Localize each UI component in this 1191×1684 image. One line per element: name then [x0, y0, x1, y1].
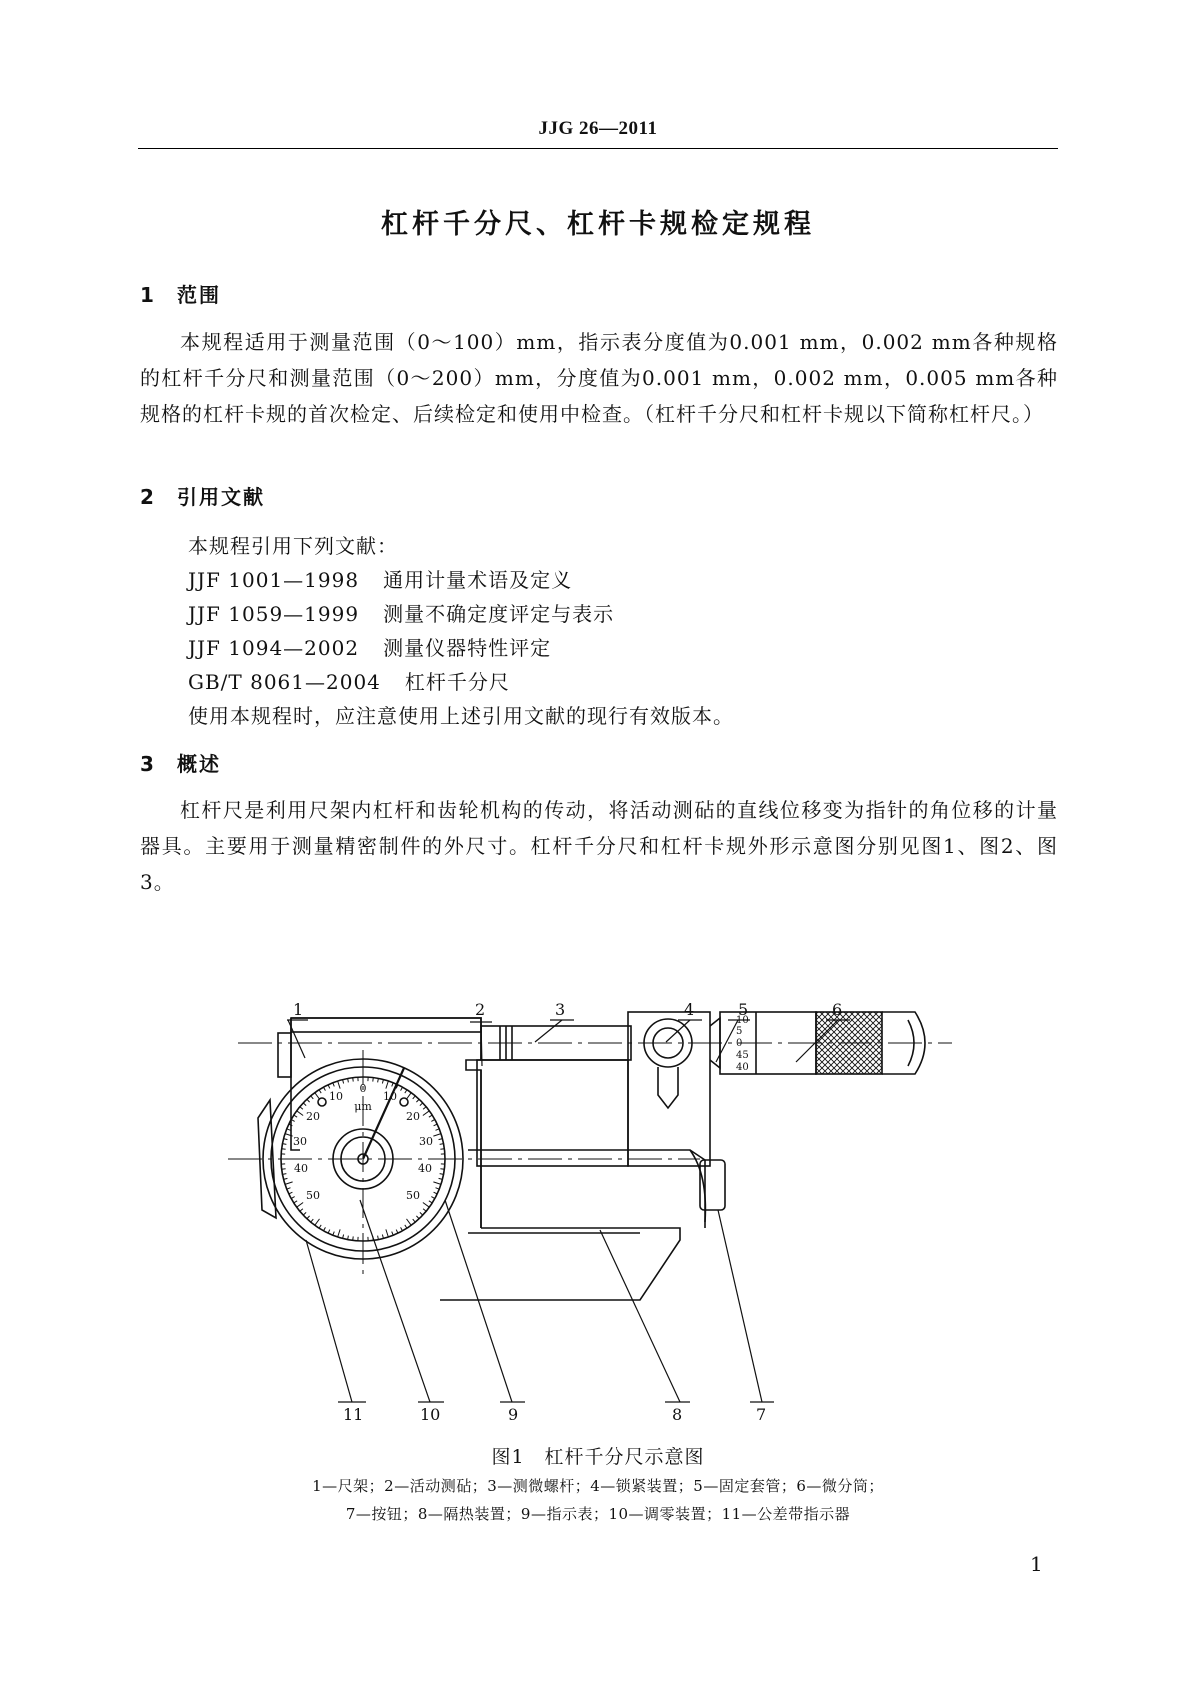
references-intro: 本规程引用下列文献： [188, 534, 398, 558]
dial-tick [315, 1219, 320, 1225]
thimble-label: 0 [736, 1038, 743, 1049]
callout-label-1: 1 [293, 1000, 304, 1019]
reference-code: JJF 1001—1998 [188, 568, 360, 592]
dial-tick [396, 1230, 398, 1234]
dial-label: 20 [306, 1110, 320, 1123]
dial-tick [297, 1202, 303, 1207]
dial-tick [333, 1232, 334, 1236]
dial-tick [282, 1149, 286, 1150]
dial-tick [420, 1103, 423, 1106]
dial-tick [319, 1090, 321, 1093]
dial-tick [319, 1225, 321, 1228]
dial-tick [434, 1192, 438, 1194]
dial-tick [431, 1197, 435, 1199]
thimble-label: 40 [736, 1062, 749, 1073]
dial-tick [401, 1227, 403, 1231]
dial-tick [433, 1182, 441, 1184]
section-number: 2 [140, 485, 156, 509]
dial-label: 50 [306, 1189, 320, 1202]
dial-label: 40 [294, 1162, 308, 1175]
dial-tick [401, 1087, 403, 1091]
dial-tick [416, 1099, 419, 1102]
callout-label-9: 9 [508, 1405, 519, 1424]
section-title: 概述 [177, 752, 221, 776]
references-note: 使用本规程时，应注意使用上述引用文献的现行有效版本。 [188, 704, 734, 728]
dial-tick [315, 1093, 320, 1099]
thimble-label: 45 [736, 1050, 749, 1061]
reference-code: JJF 1059—1999 [188, 602, 360, 626]
dial-tick [429, 1201, 432, 1203]
dial-tick [436, 1129, 440, 1130]
thimble-label: 10 [736, 1015, 749, 1026]
reference-name: 通用计量术语及定义 [383, 568, 573, 592]
section-title: 范围 [177, 283, 221, 307]
dial-tick [423, 1209, 426, 1212]
dial-tick [429, 1115, 432, 1117]
callout-label-7: 7 [756, 1405, 767, 1424]
dial-tick [386, 1229, 388, 1237]
page-number: 1 [1030, 1552, 1043, 1576]
dial-tick [289, 1192, 293, 1194]
dial-tick [405, 1225, 407, 1228]
callout-label-6: 6 [832, 1000, 843, 1019]
dial-tick [423, 1107, 426, 1110]
dial-tick [291, 1197, 295, 1199]
dial-tick [307, 1216, 310, 1219]
reference-name: 测量不确定度评定与表示 [383, 602, 615, 626]
callout-label-5: 5 [738, 1000, 749, 1019]
dial-unit-label: μm [354, 1100, 372, 1113]
dial-tick [297, 1111, 303, 1116]
callout-label-11: 11 [343, 1405, 364, 1424]
dial-tick [392, 1232, 393, 1236]
dial-tick [333, 1083, 334, 1087]
document-code-header: JJG 26—2011 [538, 118, 658, 139]
dial-tick [413, 1219, 416, 1222]
figure-legend-line: 7—按钮；8—隔热装置；9—指示表；10—调零装置；11—公差带指示器 [345, 1505, 851, 1523]
figure-legend-line: 1—尺架；2—活动测砧；3—测微螺杆；4—锁紧装置；5—固定套管；6—微分筒； [312, 1477, 884, 1495]
section-number: 3 [140, 752, 156, 776]
scope-paragraph: 本规程适用于测量范围（0～100）mm，指示表分度值为0.001 mm，0.002 mm各种规格的杠杆千分尺和测量范围（0～200）mm，分度值为0.001 mm，0.002 mm，0.005 mm各种规格的杠杆卡规的首次检定、后续检定和使用中检查。（杠杆千分尺和杠杆卡规以下简称杠杆尺。） [140, 330, 1058, 426]
reference-code: GB/T 8061—2004 [188, 670, 381, 694]
callout-label-3: 3 [555, 1000, 566, 1019]
dial-tick [386, 1081, 388, 1089]
dial-label: 50 [406, 1189, 420, 1202]
dial-tick [420, 1212, 423, 1215]
dial-tick [311, 1096, 314, 1099]
dial-tick [300, 1107, 303, 1110]
dial-tick [282, 1169, 286, 1170]
callout-label-8: 8 [672, 1405, 683, 1424]
dial-tick [423, 1202, 429, 1207]
dial-tick [413, 1096, 416, 1099]
callout-label-4: 4 [684, 1000, 695, 1019]
dial-tick [373, 1078, 374, 1082]
dial-tick [406, 1219, 411, 1225]
dial-tick [303, 1212, 306, 1215]
dial-tick [436, 1188, 440, 1189]
dial-tick [287, 1188, 291, 1189]
dial-tick [423, 1111, 429, 1116]
reference-name: 测量仪器特性评定 [383, 636, 552, 660]
dial-tick [294, 1201, 297, 1203]
section-number: 1 [140, 283, 156, 307]
dial-tick [303, 1103, 306, 1106]
dial-tick [328, 1230, 330, 1234]
thimble-label: 5 [736, 1026, 743, 1037]
reference-code: JJF 1094—2002 [188, 636, 360, 660]
dial-pointer [363, 1068, 404, 1159]
dial-tick [406, 1093, 411, 1099]
dial-tick [392, 1083, 393, 1087]
heat-insulation [468, 1150, 725, 1228]
dial-label: 20 [406, 1110, 420, 1123]
dial-tick [328, 1085, 330, 1089]
dial-tick [440, 1149, 444, 1150]
dial-tick [440, 1169, 444, 1170]
dial-label: 40 [418, 1162, 432, 1175]
dial-tick [307, 1099, 310, 1102]
dial-tick [353, 1078, 354, 1082]
dial-label: 0 [359, 1082, 367, 1095]
dial-tick [285, 1182, 293, 1184]
dial-tick [416, 1216, 419, 1219]
dial-tick [434, 1124, 438, 1126]
document-title: 杠杆千分尺、杠杆卡规检定规程 [381, 209, 815, 240]
dial-label: 10 [329, 1090, 343, 1103]
callout-label-10: 10 [420, 1405, 441, 1424]
callout-label-2: 2 [475, 1000, 486, 1019]
dial-tick [323, 1227, 325, 1231]
dial-label: 30 [293, 1135, 307, 1148]
dial-tick [323, 1087, 325, 1091]
figure-caption: 图1 杠杆千分尺示意图 [491, 1446, 705, 1468]
dial-tick [338, 1229, 340, 1237]
dial-tick [311, 1219, 314, 1222]
dial-label: 30 [419, 1135, 433, 1148]
dial-label: 10 [383, 1090, 397, 1103]
overview-paragraph: 杠杆尺是利用尺架内杠杆和齿轮机构的传动，将活动测砧的直线位移变为指针的角位移的计量器具。主要用于测量精密制件的外尺寸。杠杆千分尺和杠杆卡规外形示意图分别见图1、图2、图3。 [140, 798, 1058, 894]
dial-tick [431, 1119, 435, 1121]
dial-tick [405, 1090, 407, 1093]
dial-tick [300, 1209, 303, 1212]
reference-name: 杠杆千分尺 [404, 670, 510, 694]
dial-tick [338, 1081, 340, 1089]
dial-tick [287, 1129, 291, 1130]
dial-tick [433, 1134, 441, 1136]
section-title: 引用文献 [177, 485, 265, 509]
dial-tick [294, 1115, 297, 1117]
dial-tick [353, 1236, 354, 1240]
